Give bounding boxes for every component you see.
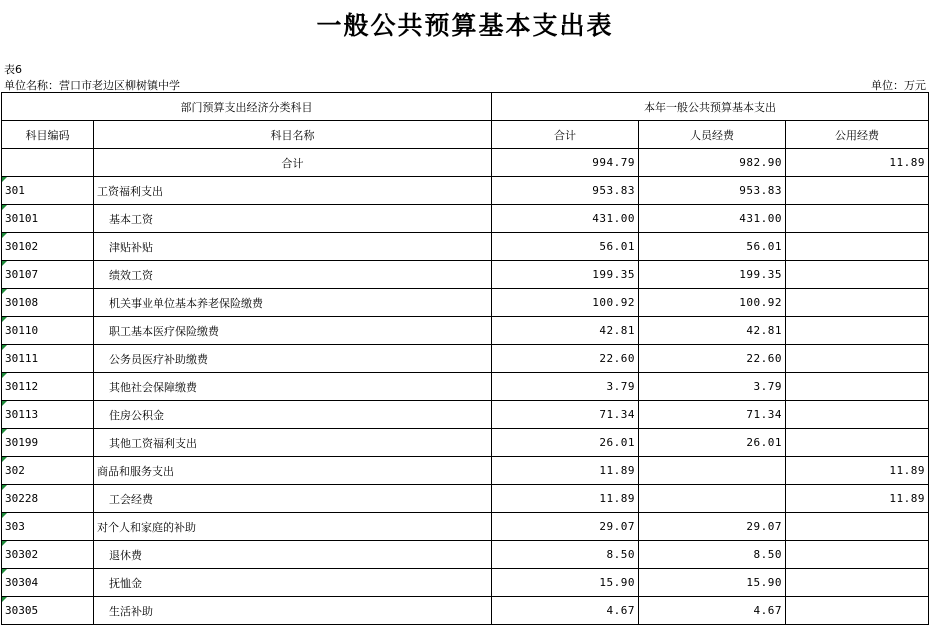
group-header-row: [2, 93, 929, 121]
row-personnel: [639, 485, 786, 513]
total-row-label: 合计: [94, 149, 492, 177]
row-code: 30108: [2, 289, 94, 317]
row-personnel: 29.07: [639, 513, 786, 541]
table-row: [2, 569, 929, 597]
table-row: [2, 261, 929, 289]
row-public: [786, 289, 929, 317]
col-header-public: 公用经费: [786, 121, 929, 149]
row-code: 30228: [2, 485, 94, 513]
row-public: [786, 569, 929, 597]
row-public: [786, 513, 929, 541]
row-name: 工资福利支出: [94, 177, 492, 205]
table-number: 表6: [4, 63, 22, 76]
row-name: 商品和服务支出: [94, 457, 492, 485]
col-header-code: 科目编码: [2, 121, 94, 149]
row-code: 303: [2, 513, 94, 541]
total-row-personnel: 982.90: [639, 149, 786, 177]
row-code: 30113: [2, 401, 94, 429]
table-row: [2, 457, 929, 485]
row-code: 30107: [2, 261, 94, 289]
row-total: 4.67: [492, 597, 639, 625]
row-total: 431.00: [492, 205, 639, 233]
table-body: [2, 149, 929, 625]
row-public: [786, 177, 929, 205]
row-total: 29.07: [492, 513, 639, 541]
row-code: 30102: [2, 233, 94, 261]
row-code: 301: [2, 177, 94, 205]
group-header-classification: 部门预算支出经济分类科目: [2, 93, 492, 121]
row-code: 30304: [2, 569, 94, 597]
row-code: 30305: [2, 597, 94, 625]
row-public: [786, 345, 929, 373]
total-row: [2, 149, 929, 177]
row-code: 302: [2, 457, 94, 485]
row-personnel: 22.60: [639, 345, 786, 373]
row-name: 对个人和家庭的补助: [94, 513, 492, 541]
row-public: [786, 429, 929, 457]
row-personnel: 4.67: [639, 597, 786, 625]
row-public: [786, 401, 929, 429]
row-total: 100.92: [492, 289, 639, 317]
row-code: 30111: [2, 345, 94, 373]
row-name: 住房公积金: [94, 401, 492, 429]
col-header-name: 科目名称: [94, 121, 492, 149]
table-row: [2, 541, 929, 569]
row-personnel: 431.00: [639, 205, 786, 233]
table-row: [2, 597, 929, 625]
row-total: 199.35: [492, 261, 639, 289]
unit-name-line: [4, 77, 180, 93]
row-code: 30199: [2, 429, 94, 457]
row-total: 3.79: [492, 373, 639, 401]
row-total: 56.01: [492, 233, 639, 261]
col-header-personnel: 人员经费: [639, 121, 786, 149]
row-name: 公务员医疗补助缴费: [94, 345, 492, 373]
row-code: 30101: [2, 205, 94, 233]
table-row: [2, 317, 929, 345]
table-row: [2, 345, 929, 373]
row-total: 26.01: [492, 429, 639, 457]
table-row: [2, 513, 929, 541]
row-personnel: 100.92: [639, 289, 786, 317]
row-personnel: [639, 457, 786, 485]
table-row: [2, 485, 929, 513]
row-public: [786, 597, 929, 625]
row-personnel: 199.35: [639, 261, 786, 289]
row-name: 其他工资福利支出: [94, 429, 492, 457]
row-name: 津贴补贴: [94, 233, 492, 261]
row-total: 15.90: [492, 569, 639, 597]
table-row: [2, 177, 929, 205]
row-total: 42.81: [492, 317, 639, 345]
row-personnel: 3.79: [639, 373, 786, 401]
row-code: 30110: [2, 317, 94, 345]
row-personnel: 42.81: [639, 317, 786, 345]
row-name: 绩效工资: [94, 261, 492, 289]
unit-name-label: 单位名称：: [4, 79, 59, 92]
row-public: [786, 541, 929, 569]
row-total: 22.60: [492, 345, 639, 373]
row-name: 抚恤金: [94, 569, 492, 597]
col-header-total: 合计: [492, 121, 639, 149]
row-public: [786, 373, 929, 401]
row-name: 机关事业单位基本养老保险缴费: [94, 289, 492, 317]
table-row: [2, 289, 929, 317]
row-public: 11.89: [786, 485, 929, 513]
row-public: [786, 233, 929, 261]
row-name: 其他社会保障缴费: [94, 373, 492, 401]
row-name: 退休费: [94, 541, 492, 569]
table-row: [2, 205, 929, 233]
table-row: [2, 373, 929, 401]
row-total: 11.89: [492, 485, 639, 513]
group-header-expenditure: 本年一般公共预算基本支出: [492, 93, 929, 121]
currency-unit: 单位：万元: [871, 79, 926, 92]
row-code: 30112: [2, 373, 94, 401]
row-total: 71.34: [492, 401, 639, 429]
total-row-public: 11.89: [786, 149, 929, 177]
table-row: [2, 233, 929, 261]
row-personnel: 15.90: [639, 569, 786, 597]
total-row-code: [2, 149, 94, 177]
row-total: 11.89: [492, 457, 639, 485]
row-personnel: 953.83: [639, 177, 786, 205]
table-row: [2, 401, 929, 429]
row-name: 职工基本医疗保险缴费: [94, 317, 492, 345]
row-total: 8.50: [492, 541, 639, 569]
row-personnel: 56.01: [639, 233, 786, 261]
unit-name-value: 营口市老边区柳树镇中学: [59, 79, 180, 92]
budget-table: [1, 92, 929, 625]
row-public: [786, 317, 929, 345]
row-total: 953.83: [492, 177, 639, 205]
row-code: 30302: [2, 541, 94, 569]
row-personnel: 26.01: [639, 429, 786, 457]
row-personnel: 8.50: [639, 541, 786, 569]
column-header-row: [2, 121, 929, 149]
row-personnel: 71.34: [639, 401, 786, 429]
row-name: 基本工资: [94, 205, 492, 233]
row-name: 生活补助: [94, 597, 492, 625]
total-row-total: 994.79: [492, 149, 639, 177]
report-title: 一般公共预算基本支出表: [316, 11, 614, 40]
row-public: [786, 261, 929, 289]
table-row: [2, 429, 929, 457]
row-name: 工会经费: [94, 485, 492, 513]
row-public: [786, 205, 929, 233]
row-public: 11.89: [786, 457, 929, 485]
